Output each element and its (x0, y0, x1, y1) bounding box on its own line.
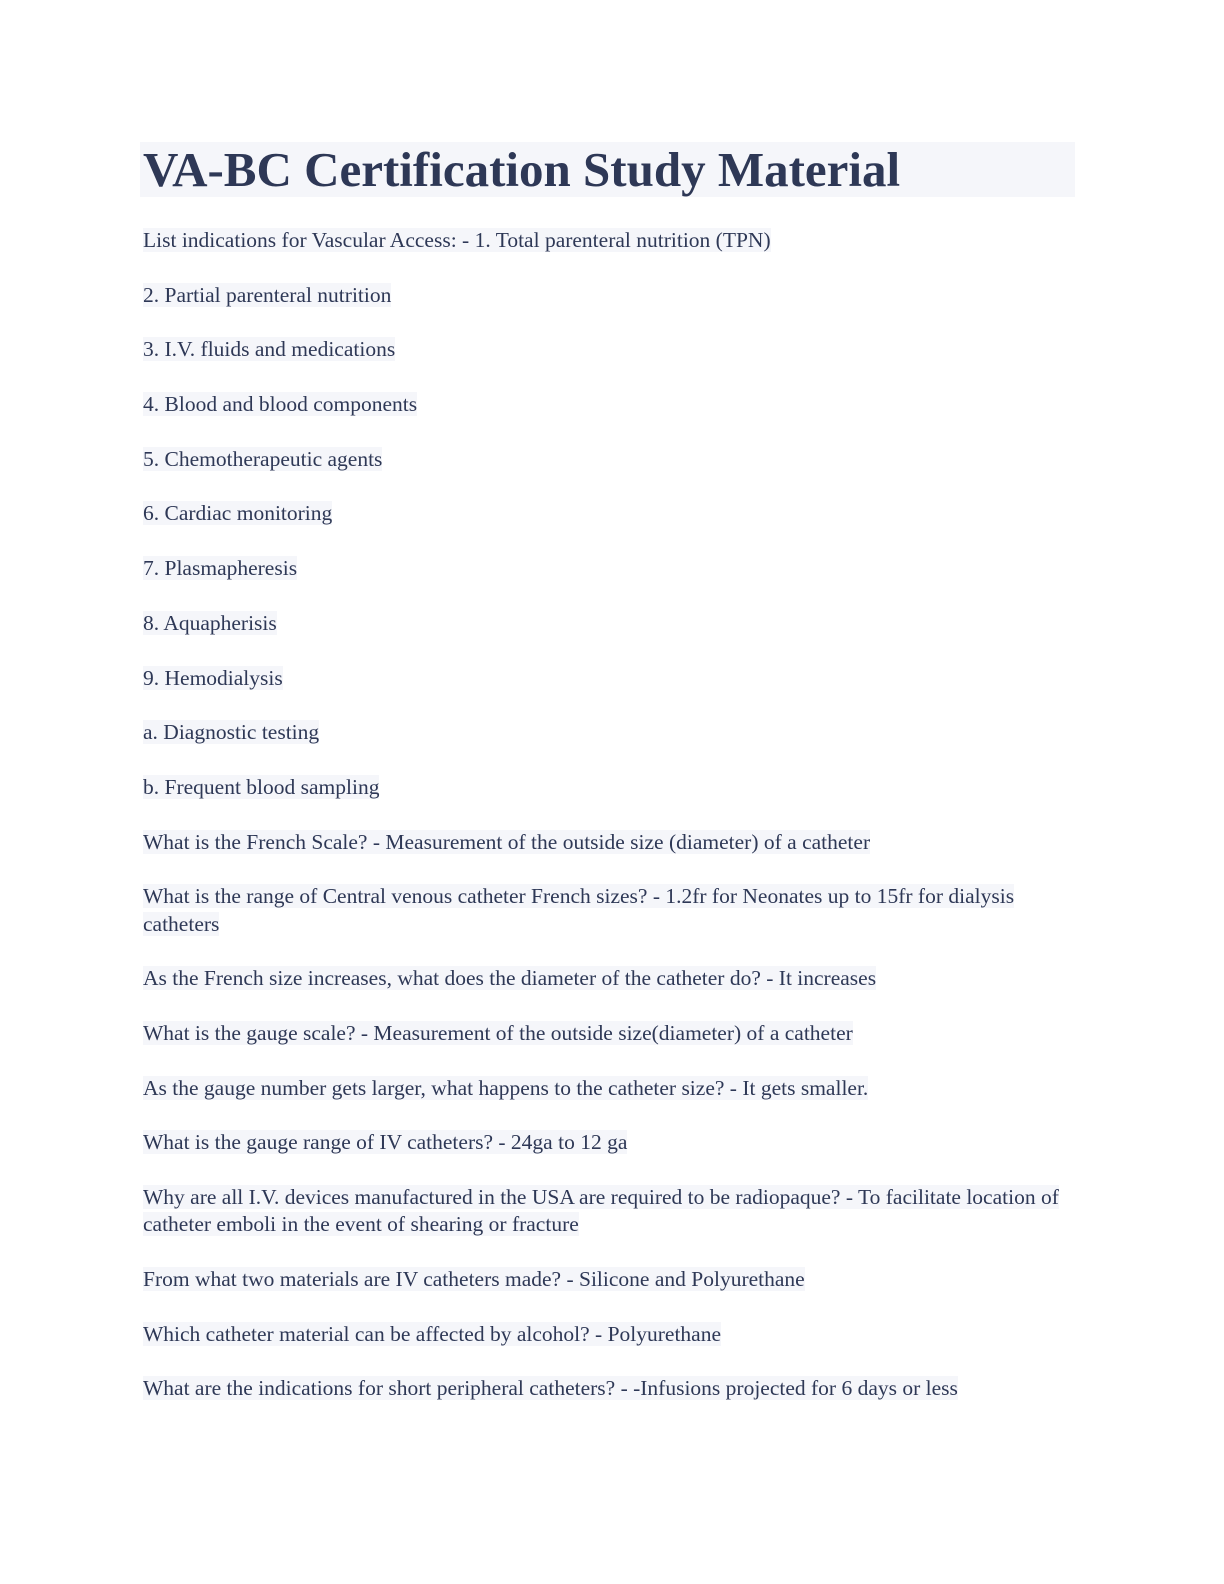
paragraph-text: 7. Plasmapheresis (143, 556, 298, 581)
paragraph (140, 665, 1075, 692)
paragraph-list (140, 227, 1075, 1403)
paragraph (140, 446, 1075, 473)
paragraph (140, 774, 1075, 801)
paragraph-text: What is the gauge range of IV catheters? - 24ga to 12 ga (143, 1130, 628, 1155)
paragraph-text: 5. Chemotherapeutic agents (143, 446, 383, 471)
paragraph-text: 3. I.V. fluids and medications (143, 337, 396, 362)
paragraph-text: What is the French Scale? - Measurement of the outside size (diameter) of a catheter (143, 829, 871, 854)
paragraph-text: What is the gauge scale? - Measurement of the outside size(diameter) of a catheter (143, 1020, 853, 1045)
paragraph (140, 1266, 1075, 1293)
paragraph-text: 2. Partial parenteral nutrition (143, 282, 392, 307)
paragraph (140, 500, 1075, 527)
paragraph (140, 1184, 1075, 1239)
paragraph (140, 555, 1075, 582)
document-page (140, 142, 1075, 1430)
paragraph (140, 719, 1075, 746)
paragraph-text: 6. Cardiac monitoring (143, 501, 333, 526)
paragraph (140, 336, 1075, 363)
paragraph (140, 1020, 1075, 1047)
paragraph (140, 965, 1075, 992)
paragraph-text: What are the indications for short peripheral catheters? - -Infusions projected for 6 days or less (143, 1376, 958, 1401)
paragraph-text: List indications for Vascular Access: - 1. Total parenteral nutrition (TPN) (143, 228, 771, 252)
paragraph-text: Why are all I.V. devices manufactured in the USA are required to be radiopaque? - To facilitate location of catheter emboli in the event of shearing or fracture (143, 1184, 1059, 1237)
paragraph-text: Which catheter material can be affected by alcohol? - Polyurethane (143, 1321, 722, 1346)
paragraph-text: 4. Blood and blood components (143, 392, 418, 417)
page-title: VA-BC Certification Study Material (140, 142, 1075, 197)
paragraph (140, 282, 1075, 309)
paragraph (140, 1375, 1075, 1402)
paragraph (140, 1129, 1075, 1156)
paragraph (140, 883, 1075, 938)
paragraph-text: From what two materials are IV catheters made? - Silicone and Polyurethane (143, 1266, 805, 1291)
paragraph (140, 227, 1075, 254)
paragraph-text: As the gauge number gets larger, what happens to the catheter size? - It gets smaller. (143, 1075, 869, 1100)
paragraph-text: b. Frequent blood sampling (143, 774, 380, 799)
paragraph-text: 9. Hemodialysis (143, 665, 283, 690)
paragraph (140, 610, 1075, 637)
paragraph (140, 1075, 1075, 1102)
paragraph-text: As the French size increases, what does the diameter of the catheter do? - It increases (143, 966, 877, 991)
paragraph-text: a. Diagnostic testing (143, 720, 320, 745)
paragraph-text: What is the range of Central venous catheter French sizes? - 1.2fr for Neonates up to 15fr for dialysis catheters (143, 884, 1015, 936)
paragraph (140, 1321, 1075, 1348)
paragraph (140, 391, 1075, 418)
paragraph (140, 829, 1075, 856)
paragraph-text: 8. Aquapherisis (143, 610, 277, 635)
